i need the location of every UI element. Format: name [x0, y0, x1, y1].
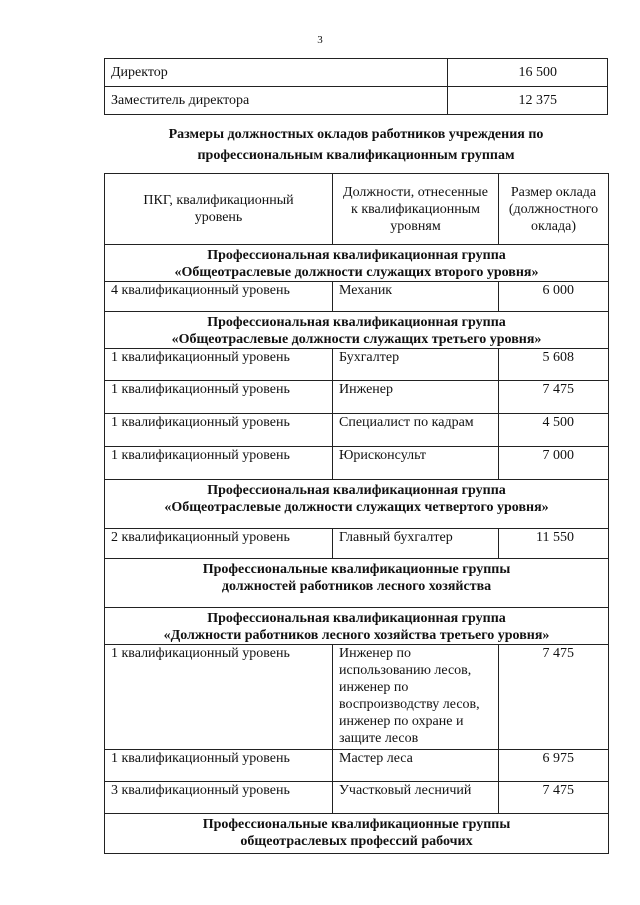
position-cell: Юрисконсульт	[333, 447, 499, 480]
heading-line: Размеры должностных окладов работников учреждения по	[168, 127, 544, 142]
position-cell: Директор	[105, 59, 448, 87]
position-cell: Мастер леса	[333, 750, 499, 782]
table-row	[105, 282, 609, 312]
level-cell: 1 квалификационный уровень	[105, 381, 333, 414]
position-cell: Главный бухгалтер	[333, 529, 499, 559]
level-cell: 1 квалификационный уровень	[105, 414, 333, 447]
table-row	[105, 381, 609, 414]
level-cell: 1 квалификационный уровень	[105, 645, 333, 750]
header-row	[105, 174, 609, 245]
position-cell: Инженер по использованию лесов, инженер по воспроизводству лесов, инженер по охране и защите лесов	[333, 645, 499, 750]
level-cell: 2 квалификационный уровень	[105, 529, 333, 559]
salary-groups-table	[104, 173, 609, 854]
position-cell: Специалист по кадрам	[333, 414, 499, 447]
position-cell: Инженер	[333, 381, 499, 414]
header-position: Должности, отнесенные к квалификационным уровням	[333, 174, 499, 245]
level-cell: 3 квалификационный уровень	[105, 782, 333, 814]
group-title: Профессиональные квалификационные группы общеотраслевых профессий рабочих	[105, 814, 609, 854]
header-level: ПКГ, квалификационный уровень	[105, 174, 333, 245]
table-row	[105, 529, 609, 559]
salary-cell: 5 608	[499, 349, 609, 381]
table-row	[105, 414, 609, 447]
salary-cell: 6 975	[499, 750, 609, 782]
group-row	[105, 814, 609, 854]
table-row	[105, 645, 609, 750]
group-row	[105, 608, 609, 645]
table-row	[105, 349, 609, 381]
salary-cell: 6 000	[499, 282, 609, 312]
page-number: 3	[317, 34, 323, 46]
group-title: Профессиональная квалификационная группа «Общеотраслевые должности служащих третьего уровня»	[105, 312, 609, 349]
salary-cell: 16 500	[448, 59, 608, 87]
level-cell: 1 квалификационный уровень	[105, 349, 333, 381]
header-salary: Размер оклада (должностного оклада)	[499, 174, 609, 245]
salary-cell: 12 375	[448, 87, 608, 115]
group-row	[105, 480, 609, 529]
group-title: Профессиональные квалификационные группы должностей работников лесного хозяйства	[105, 559, 609, 608]
salary-cell: 7 475	[499, 645, 609, 750]
level-cell: 1 квалификационный уровень	[105, 447, 333, 480]
salary-cell: 11 550	[499, 529, 609, 559]
position-cell: Участковый лесничий	[333, 782, 499, 814]
group-row	[105, 245, 609, 282]
group-title: Профессиональная квалификационная группа «Общеотраслевые должности служащих второго уровня»	[105, 245, 609, 282]
salary-cell: 7 475	[499, 782, 609, 814]
table-row	[105, 447, 609, 480]
group-title: Профессиональная квалификационная группа «Общеотраслевые должности служащих четвертого уровня»	[105, 480, 609, 529]
group-title: Профессиональная квалификационная группа «Должности работников лесного хозяйства третьего уровня»	[105, 608, 609, 645]
table-row	[105, 87, 608, 115]
level-cell: 1 квалификационный уровень	[105, 750, 333, 782]
group-row	[105, 559, 609, 608]
table-row	[105, 59, 608, 87]
table-row	[105, 750, 609, 782]
table-row	[105, 782, 609, 814]
top-salary-table	[104, 58, 608, 115]
salary-cell: 7 000	[499, 447, 609, 480]
section-heading	[104, 124, 608, 166]
position-cell: Бухгалтер	[333, 349, 499, 381]
salary-cell: 7 475	[499, 381, 609, 414]
salary-cell: 4 500	[499, 414, 609, 447]
heading-line: профессиональным квалификационным группам	[197, 148, 515, 163]
position-cell: Механик	[333, 282, 499, 312]
level-cell: 4 квалификационный уровень	[105, 282, 333, 312]
position-cell: Заместитель директора	[105, 87, 448, 115]
group-row	[105, 312, 609, 349]
